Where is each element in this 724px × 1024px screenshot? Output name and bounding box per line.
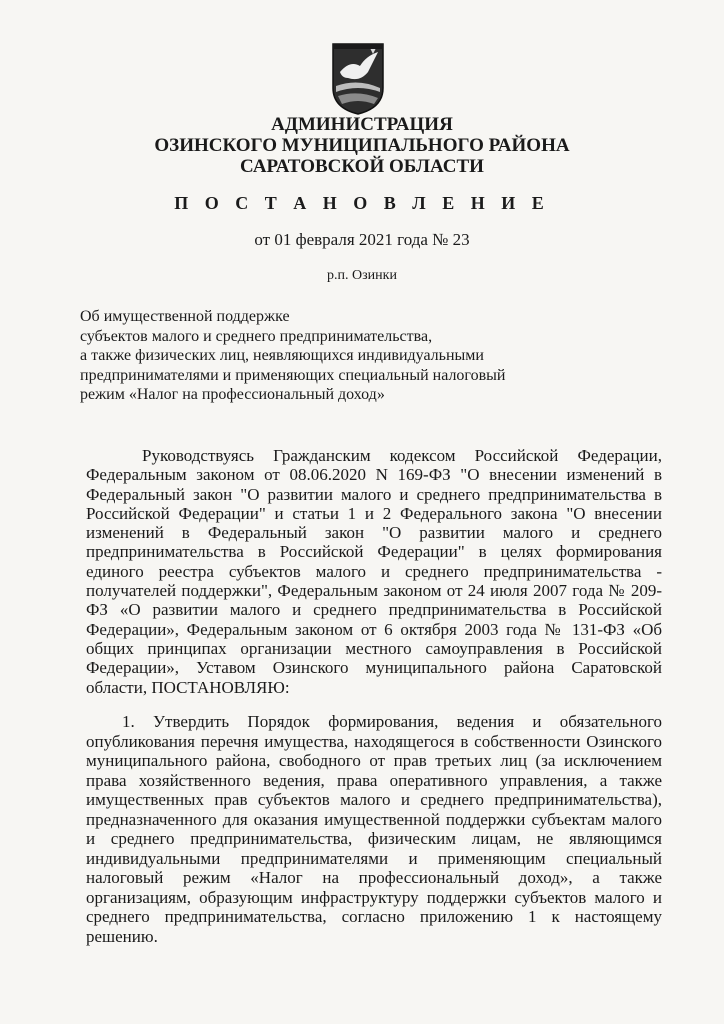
subject-line-4: предпринимателями и применяющих специальный налоговый — [80, 366, 506, 384]
preamble-paragraph: Руководствуясь Гражданским кодексом Российской Федерации, Федеральным законом от 08.06.2020 N 169-ФЗ "О внесении изменений в Федеральный закон "О развитии малого и среднего предпринимательства в Российской Федерации" и статьи 1 и 2 Федерального закона "О внесении изменений в Федеральный закон "О развитии малого и среднего предпринимательства в Российской Федерации" в целях формирования единого реестра субъектов малого и среднего предпринимательства - получателей поддержки", Федеральным законом от 24 июля 2007 года № 209-ФЗ «О развитии малого и среднего предпринимательства в Российской Федерации», Федеральным законом от 6 октября 2003 года № 131-ФЗ «Об общих принципах организации местного самоуправления в Российской Федерации», Уставом Озинского муниципального района Саратовской области, ПОСТАНОВЛЯЮ: — [86, 446, 662, 697]
subject-line-3: а также физических лиц, неявляющихся индивидуальными — [80, 347, 484, 364]
organization-header — [0, 114, 724, 177]
coat-of-arms-icon — [330, 42, 386, 116]
subject-line-2: субъектов малого и среднего предпринимательства, — [80, 327, 433, 345]
document-type-title: П О С Т А Н О В Л Е Н И Е — [174, 193, 550, 213]
org-name-line-2: ОЗИНСКОГО МУНИЦИПАЛЬНОГО РАЙОНА — [154, 135, 570, 156]
subject-line-5: режим «Налог на профессиональный доход» — [80, 386, 385, 403]
subject-line-1: Об имущественной поддержке — [80, 308, 290, 325]
document-subject — [80, 307, 600, 405]
document-date-number: от 01 февраля 2021 года № 23 — [254, 230, 470, 249]
org-name-line-1: АДМИНИСТРАЦИЯ — [271, 114, 453, 135]
document-place: р.п. Озинки — [327, 268, 397, 283]
org-name-line-3: САРАТОВСКОЙ ОБЛАСТИ — [240, 156, 484, 177]
item-1-paragraph: 1. Утвердить Порядок формирования, ведения и обязательного опубликования перечня имущества, находящегося в собственности Озинского муниципального района, свободного от прав третьих лиц (за исключением права хозяйственного ведения, права оперативного управления, а также имущественных прав субъектов малого и среднего предпринимательства), предназначенного для оказания имущественной поддержки субъектам малого и среднего предпринимательства, физическим лицам, не являющимся индивидуальными предпринимателями и применяющим специальный налоговый режим «Налог на профессиональный доход», а также организациям, образующим инфраструктуру поддержки субъектов малого и среднего предпринимательства, согласно приложению 1 к настоящему решению. — [86, 712, 662, 946]
